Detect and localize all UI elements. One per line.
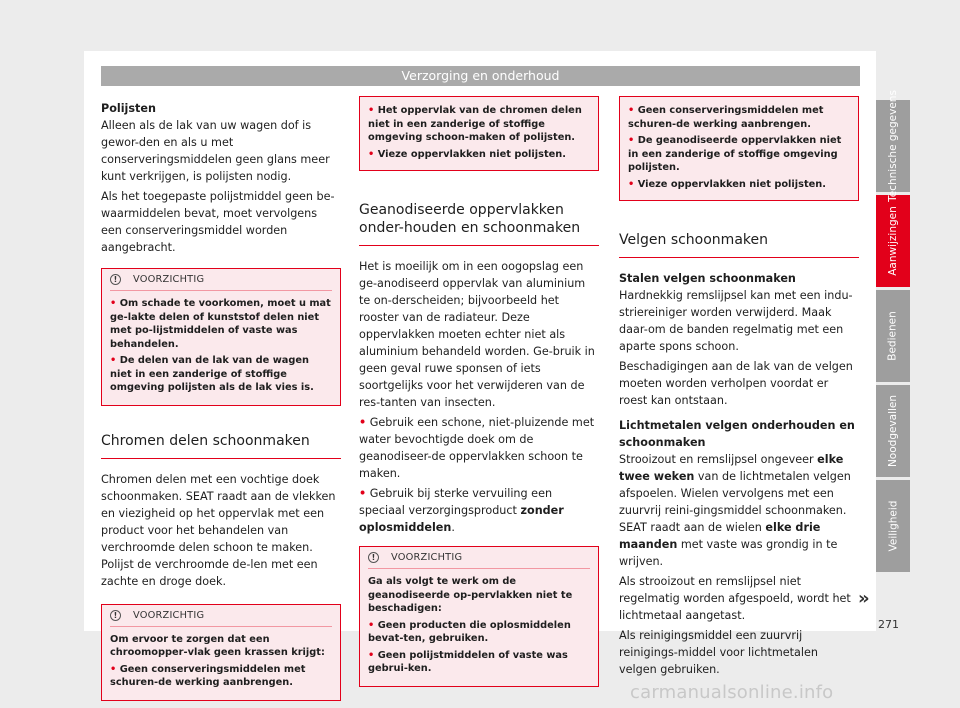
warning-item: • Vieze oppervlakken niet polijsten. xyxy=(628,178,826,190)
page-header: Verzorging en onderhoud xyxy=(101,66,860,86)
bullet-icon: • xyxy=(359,416,367,429)
warning-header xyxy=(360,547,598,566)
warning-item: • Om schade te voorkomen, moet u mat ge-lakte delen of kunststof delen niet met po-lijstmiddelen of vaste was behandelen. xyxy=(110,298,331,350)
anodized-bullet-1: • Gebruik een schone, niet-pluizende met water bevochtigde doek om de geanodiseer-de oppervlakken schoon te maken. xyxy=(359,416,595,480)
column-2 xyxy=(359,96,599,687)
steel-paragraph-2: Beschadigingen aan de lak van de velgen moeten worden verholpen voordat er roest kan ontstaan. xyxy=(619,360,853,407)
section-wheels xyxy=(619,231,859,258)
alloy-paragraph-3: Als reinigingsmiddel een zuurvrij reinigings-middel voor lichtmetalen velgen gebruiken. xyxy=(619,629,818,676)
tab-noodgevallen[interactable]: Noodgevallen xyxy=(876,385,910,477)
warning-divider xyxy=(110,626,332,627)
alloy-heading: Lichtmetalen velgen onderhouden en schoonmaken xyxy=(619,419,855,449)
chrome-paragraph: Chromen delen met een vochtige doek schoonmaken. SEAT raadt aan de vlekken en viezigheid op het oppervlak met een product voor het behandelen van verchroomde delen schoon te maken. Polijst de verchroomde de-len met een zachte en droge doek. xyxy=(101,472,336,588)
warning-item: • Vieze oppervlakken niet polijsten. xyxy=(368,148,566,160)
warning-header xyxy=(102,605,340,624)
tab-aanwijzingen[interactable]: Aanwijzingen xyxy=(876,195,910,287)
alloy-paragraph-2: Als strooizout en remslijpsel niet regelmatig worden afgespoeld, wordt het lichtmetaal aangetast. xyxy=(619,575,851,622)
column-3 xyxy=(619,96,859,681)
warning-item: • De delen van de lak van de wagen niet in een zanderige of stoffige omgeving polijsten als de lak vies is. xyxy=(110,355,314,393)
warning-label: VOORZICHTIG xyxy=(391,552,463,563)
column-1 xyxy=(101,100,341,701)
page-number: 271 xyxy=(878,618,899,631)
section-anodized xyxy=(359,201,599,246)
section-title-chrome: Chromen delen schoonmaken xyxy=(101,432,310,449)
bullet-icon: • xyxy=(628,105,635,116)
continued-arrow-icon: » xyxy=(858,588,870,609)
warning-label: VOORZICHTIG xyxy=(133,609,205,621)
bullet-icon: • xyxy=(628,135,635,146)
bullet-icon: • xyxy=(110,663,117,675)
warning-box-polish xyxy=(101,268,341,406)
warning-item: • Geen polijstmiddelen of vaste was gebrui-ken. xyxy=(368,649,568,674)
bullet-icon: • xyxy=(628,178,635,190)
steel-paragraph-1: Hardnekkig remslijpsel kan met een indu-striereiniger worden verwijderd. Maak daar-om de banden regelmatig met een aparte spons schoon. xyxy=(619,289,853,353)
bullet-icon: • xyxy=(368,649,375,661)
warning-item: • De geanodiseerde oppervlakken niet in een zanderige of stoffige omgeving polijsten. xyxy=(628,135,842,173)
bullet-icon: • xyxy=(368,619,375,631)
section-chrome xyxy=(101,432,341,459)
warning-body xyxy=(360,569,598,686)
anodized-bullet-2: • Gebruik bij sterke vervuiling een speciaal verzorgingsproduct zonder oplosmiddelen. xyxy=(359,487,564,534)
warning-intro: Ga als volgt te werk om de geanodiseerde op-pervlakken niet te beschadigen: xyxy=(368,576,573,614)
polish-paragraph-2: Als het toegepaste polijstmiddel geen be-waarmiddelen bevat, moet vervolgens een conserveringsmiddel worden aangebracht. xyxy=(101,190,335,254)
warning-divider xyxy=(368,568,590,569)
warning-box-chrome-cont xyxy=(359,96,599,171)
warning-header xyxy=(102,269,340,288)
polish-heading: Polijsten xyxy=(101,102,156,115)
warning-box-anodized xyxy=(359,546,599,687)
warning-body xyxy=(102,627,340,700)
warning-box-chrome xyxy=(101,604,341,701)
warning-icon: ! xyxy=(368,552,379,563)
side-tabs xyxy=(876,90,910,575)
anodized-paragraph: Het is moeilijk om in een oogopslag een ge-anodiseerd oppervlak van aluminium te on-derscheiden; bijvoorbeeld het rooster van de radiateur. Deze oppervlakken moeten echter niet als aluminium behandeld worden. Ge-bruik in geen geval ruwe sponsen of iets soortgelijks voor het verwijderen van de res-tanten van insecten. xyxy=(359,260,595,409)
section-title-wheels: Velgen schoonmaken xyxy=(619,232,768,248)
warning-icon: ! xyxy=(110,274,121,285)
warning-item: • Het oppervlak van de chromen delen niet in een zanderige of stoffige omgeving schoon-maken of polijsten. xyxy=(368,105,582,143)
polish-paragraph-1: Alleen als de lak van uw wagen dof is gewor-den en als u met conserveringsmiddelen geen glans meer kunt verkrijgen, is polijsten nodig. xyxy=(101,119,330,183)
bullet-icon: • xyxy=(359,487,367,500)
watermark: carmanualsonline.info xyxy=(630,682,834,703)
warning-label: VOORZICHTIG xyxy=(133,274,205,285)
steel-heading: Stalen velgen schoonmaken xyxy=(619,272,796,285)
alloy-paragraph-1: Strooizout en remslijpsel ongeveer elke twee weken van de lichtmetalen velgen afspoelen. Wielen vervolgens met een zuurvrij reini-gingsmiddel schoonmaken. SEAT raadt aan de wielen elke drie maanden met vaste was grondig in te wrijven. xyxy=(619,453,851,568)
tab-bedienen[interactable]: Bedienen xyxy=(876,290,910,382)
warning-item: • Geen conserveringsmiddelen met schuren-de werking aanbrengen. xyxy=(628,105,824,130)
warning-divider xyxy=(110,290,332,291)
bullet-icon: • xyxy=(110,298,117,309)
warning-intro: Om ervoor te zorgen dat een chroomopper-vlak geen krassen krijgt: xyxy=(110,633,325,658)
bullet-icon: • xyxy=(368,148,375,160)
bullet-icon: • xyxy=(110,355,117,366)
warning-item: • Geen conserveringsmiddelen met schuren-de werking aanbrengen. xyxy=(110,663,306,688)
section-title-anodized: Geanodiseerde oppervlakken onder-houden en schoonmaken xyxy=(359,202,581,236)
tab-veiligheid[interactable]: Veiligheid xyxy=(876,480,910,572)
warning-box-anodized-cont xyxy=(619,96,859,201)
warning-icon: ! xyxy=(110,610,121,621)
bullet-icon: • xyxy=(368,105,375,116)
warning-body xyxy=(102,291,340,405)
tab-technische-gegevens[interactable]: Technische gegevens xyxy=(876,100,910,192)
warning-item: • Geen producten die oplosmiddelen bevat-ten, gebruiken. xyxy=(368,619,571,644)
